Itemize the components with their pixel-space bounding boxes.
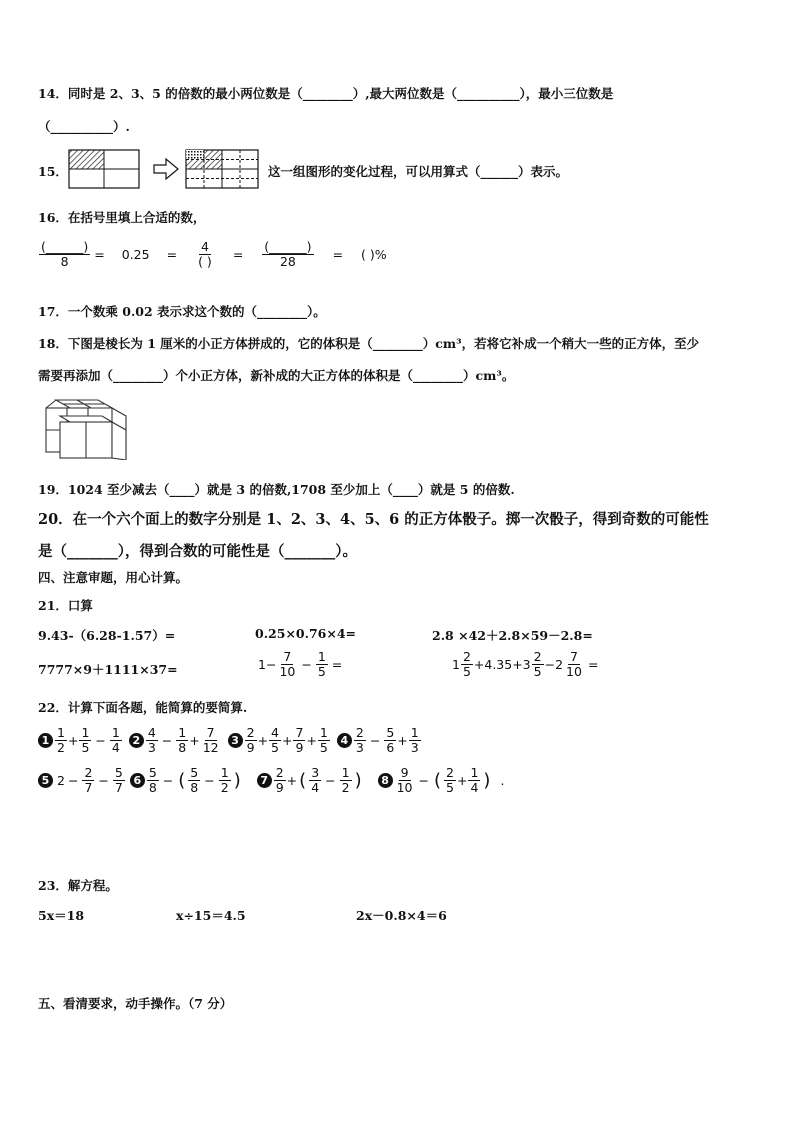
q22-label-7: 7 (257, 773, 272, 788)
q14-line1: 14．同时是 2、3、5 的倍数的最小两位数是（________）,最大两位数是（__________），最小三位数是 (38, 86, 614, 101)
q16-fraction-3: $\frac{(\_\_\_\_\_\_)}{28}$ (264, 239, 312, 269)
q15-figure (68, 148, 263, 192)
q18-line2: 需要再添加（________）个小正方体，新补成的大正方体的体积是（________）cm³。 (38, 368, 515, 383)
q21-item-e: 1− $\frac{7}{10}$ − $\frac{1}{5}$ = (258, 649, 343, 679)
q19-text: 19．1024 至少减去（____）就是 3 的倍数,1708 至少加上（____）就是 5 的倍数. (38, 482, 515, 497)
q22-label-5: 5 (38, 773, 53, 788)
q23-title: 23．解方程。 (38, 878, 118, 893)
q22-label-4: 4 (337, 733, 352, 748)
q23-equation-a: 5x＝18 (38, 908, 85, 923)
q23-equation-b: x÷15＝4.5 (176, 908, 246, 923)
q22-row-1: 1 $\frac{1}{2}$ + $\frac{1}{5}$ − $\frac{1}{4}$ 2 $\frac{4}{3}$ − $\frac{1}{8}$ + $\frac{7}{12}$ 3 $\frac{2}{9}$ + $\frac{4}{5}$ + $\frac{7}{9}$ + $\frac{1}{5}$ 4 $\frac{2}{3}$ − $\frac{5}{6}$ + $\frac{1}{3}$ (38, 726, 422, 755)
q22-label-2: 2 (129, 733, 144, 748)
q17-text: 17．一个数乘 0.02 表示求这个数的（________）。 (38, 304, 326, 319)
q21-item-d: 7777×9＋1111×37= (38, 662, 178, 677)
q14-line2: （__________）. (38, 119, 130, 134)
q15-arrow-icon (154, 159, 178, 179)
q22-title: 22．计算下面各题，能简算的要简算. (38, 700, 248, 715)
q21-item-b: 0.25×0.76×4= (255, 626, 357, 641)
q22-label-1: 1 (38, 733, 53, 748)
q22-label-3: 3 (228, 733, 243, 748)
q18-cube-figure (42, 398, 134, 460)
q21-title: 21．口算 (38, 598, 93, 613)
q22-label-6: 6 (130, 773, 145, 788)
q21-item-a: 9.43-（6.28-1.57）= (38, 628, 176, 643)
q18-line1: 18．下图是棱长为 1 厘米的小正方体拼成的，它的体积是（________）cm³，若将它补成一个稍大一些的正方体，至少 (38, 336, 700, 351)
q16-equation: $\frac{(\_\_\_\_\_\_)}{8}$ = 0.25 = $\frac{4}{( )}$ = $\frac{(\_\_\_\_\_\_)}{28}$ = ( )% (41, 239, 387, 269)
q16-fraction-2: $\frac{4}{( )}$ (198, 239, 212, 269)
q16-title: 16．在括号里填上合适的数， (38, 210, 206, 225)
q20-line1: 20．在一个六个面上的数字分别是 1、2、3、4、5、6 的正方体骰子。掷一次骰子，得到奇数的可能性 (38, 511, 709, 528)
q22-label-8: 8 (378, 773, 393, 788)
q23-equation-c: 2x－0.8×4＝6 (356, 908, 447, 923)
q16-fraction-1: $\frac{(\_\_\_\_\_\_)}{8}$ (41, 239, 89, 269)
q21-item-c: 2.8 ×42＋2.8×59－2.8= (432, 628, 593, 643)
q20-line2: 是（_______），得到合数的可能性是（_______）。 (38, 543, 357, 560)
q16-percent: ( )% (361, 246, 387, 262)
section-5-heading: 五、看清要求，动手操作。（7 分） (38, 996, 233, 1011)
q22-row-2: 5 2 − $\frac{2}{7}$ − $\frac{5}{7}$ 6 $\frac{5}{8}$ − ( $\frac{5}{8}$ − $\frac{1}{2}$ ) 7 $\frac{2}{9}$ + ( $\frac{3}{4}$ − $\frac{1}{2}$ ) 8 $\frac{9}{10}$ − ( $\frac{2}{5}$ + $\frac{1}{4}$ ) . (38, 766, 504, 795)
q21-item-f: 1 $\frac{2}{5}$ +4.35+3 $\frac{2}{5}$ −2 $\frac{7}{10}$ = (452, 649, 599, 679)
q15-number: 15． (38, 164, 68, 179)
section-4-heading: 四、注意审题，用心计算。 (38, 570, 189, 585)
q15-text: 这一组图形的变化过程，可以用算式（______）表示。 (268, 164, 569, 179)
